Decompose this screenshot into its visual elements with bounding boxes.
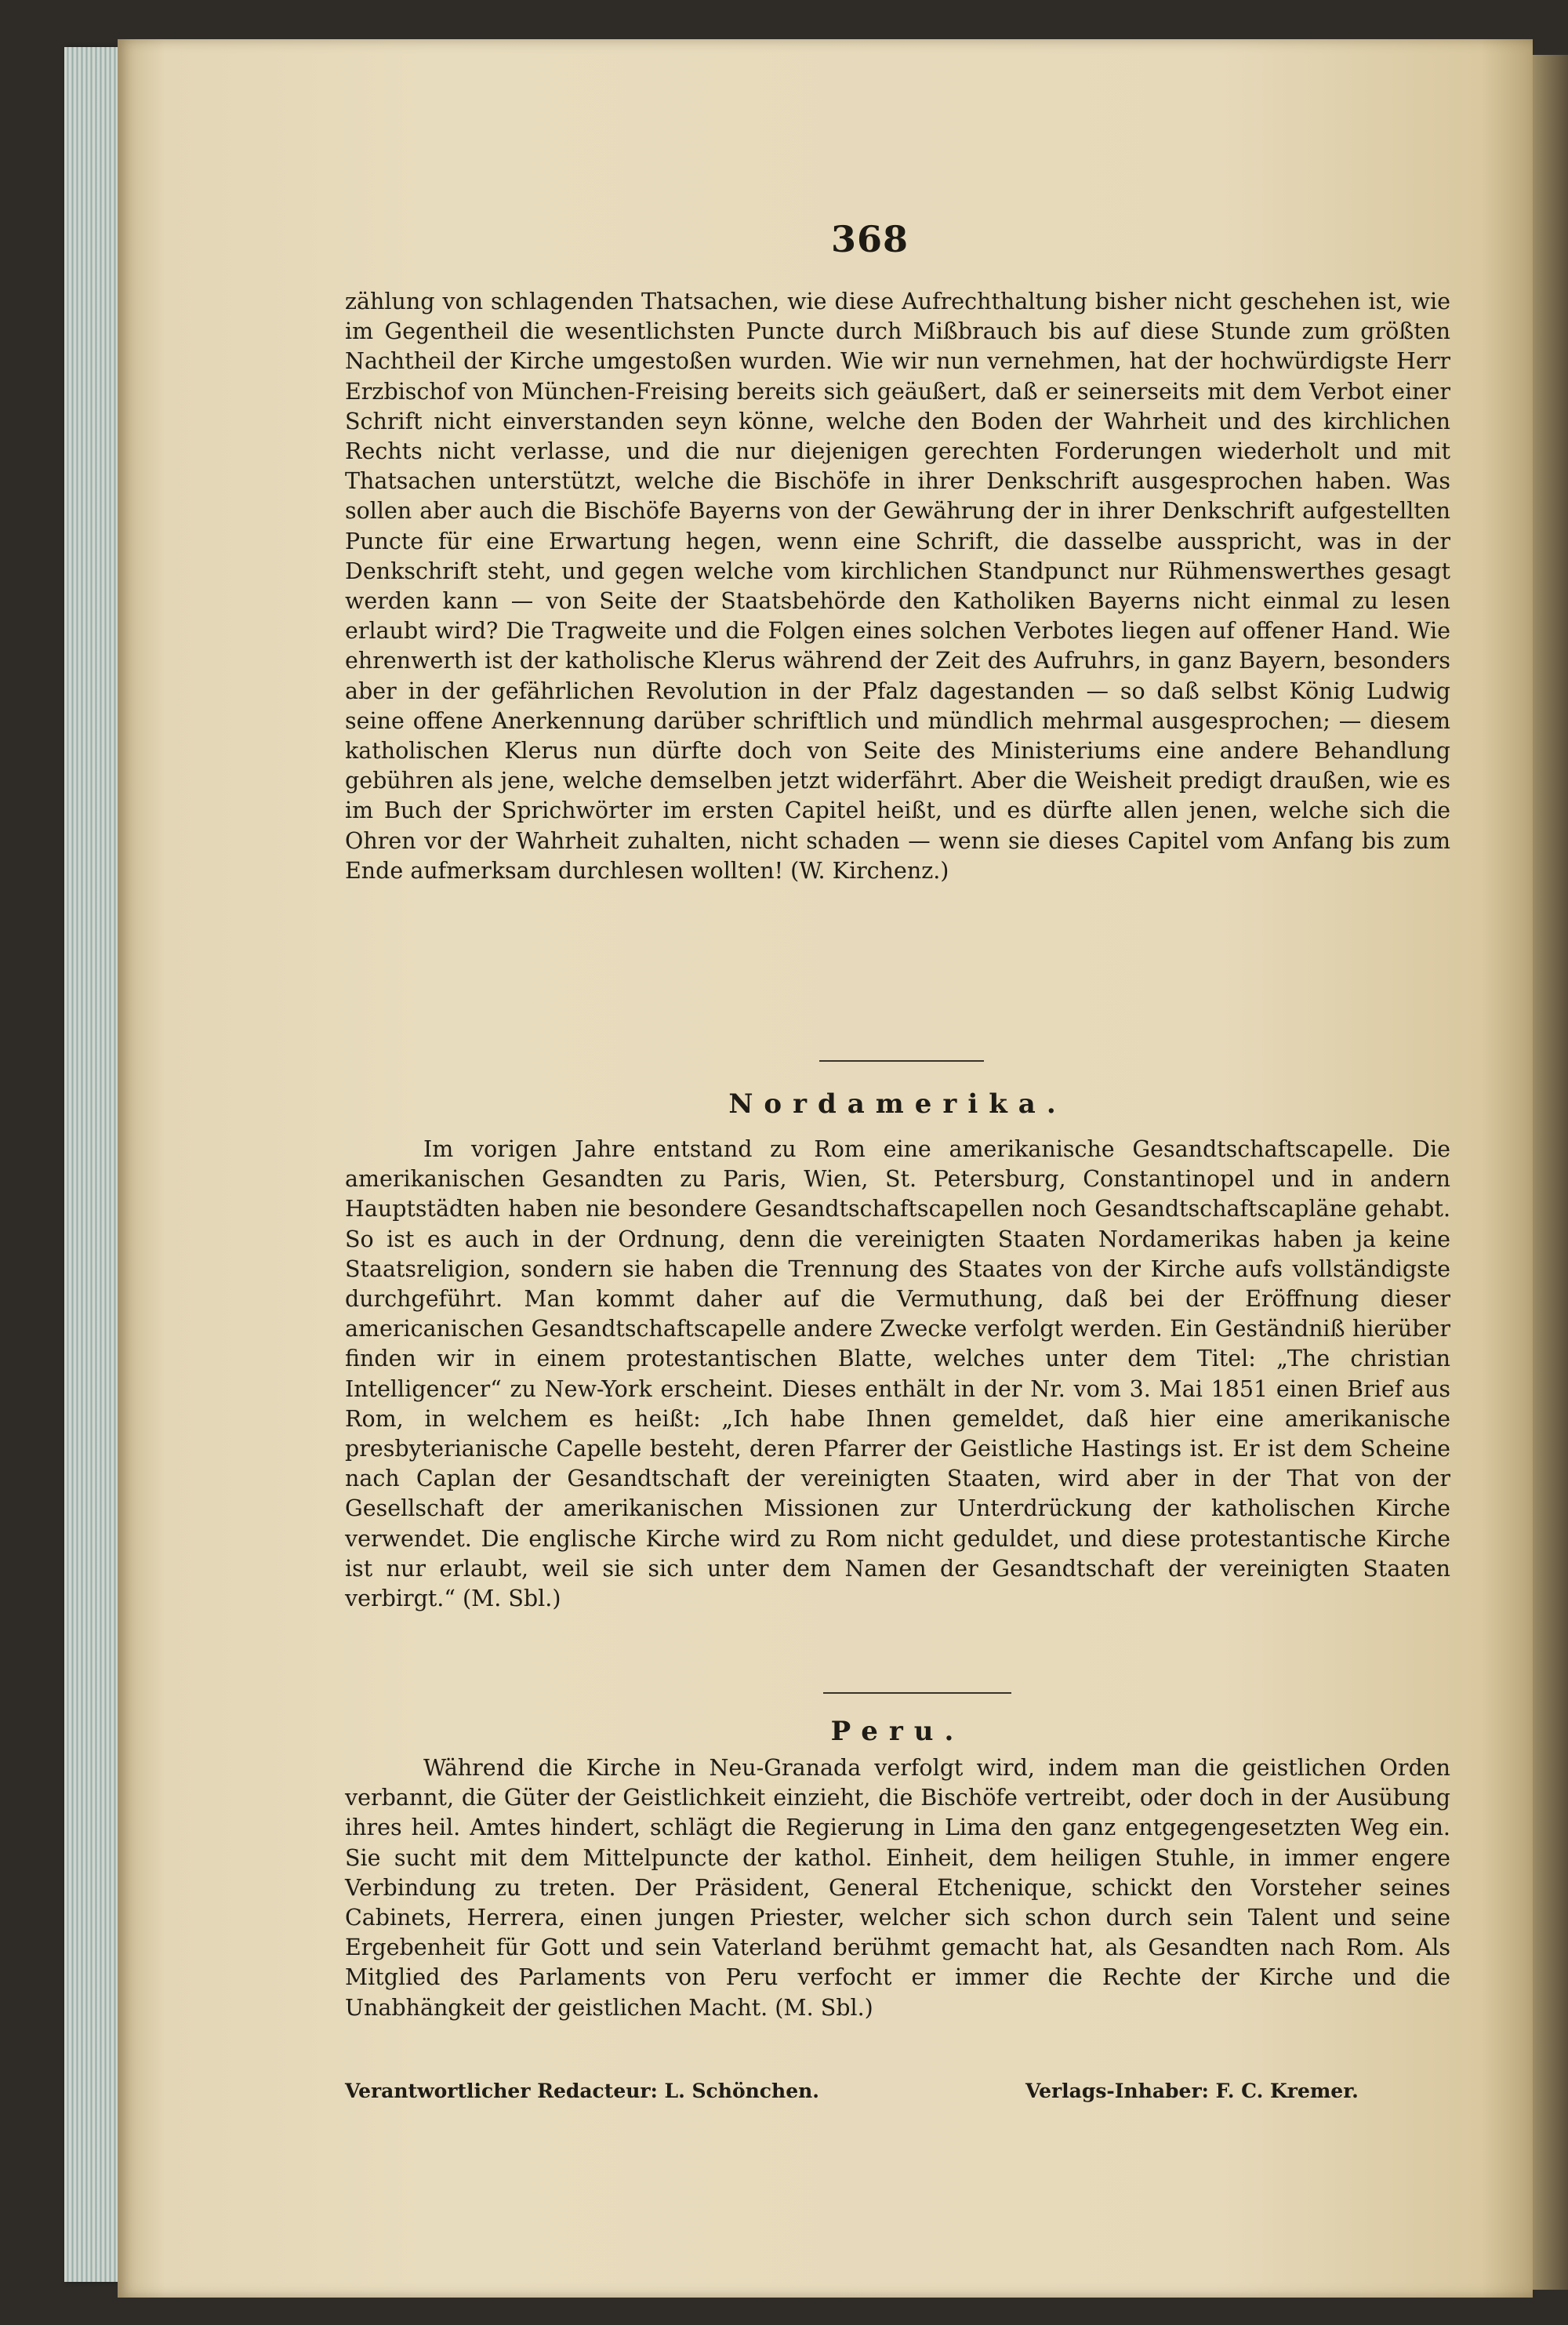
section-heading-peru: Peru.	[830, 1716, 965, 1747]
paragraph-text: Im vorigen Jahre entstand zu Rom eine amerikanische Gesandtschaftscapelle. Die amerikanischen Gesandten zu Paris, Wien, St. Petersburg, Constantinopel und in andern Hauptstädten haben nie besondere Gesandtschaftscapellen noch Gesandtschaftscapläne gehabt. So ist es auch in der Ordnung, denn die vereinigten Staaten Nordamerikas haben ja keine Staatsreligion, sondern sie haben die Trennung des Staates von der Kirche aufs vollständigste durchgeführt. Man kommt daher auf die Vermuthung, daß bei der Eröffnung dieser americanischen Gesandtschaftscapelle andere Zwecke verfolgt werden. Ein Geständniß hierüber finden wir in einem protestantischen Blatte, welches unter dem Titel: „The christian Intelligencer“ zu New-York erscheint. Dieses enthält in der Nr. vom 3. Mai 1851 einen Brief aus Rom, in welchem es heißt: „Ich habe Ihnen gemeldet, daß hier eine amerikanische presbyterianische Capelle besteht, deren Pfarrer der Geistliche Hastings ist. Er ist dem Scheine nach Caplan der Gesandtschaft der vereinigten Staaten, wird aber in der That von der Gesellschaft der amerikanischen Missionen zur Unterdrückung der katholischen Kirche verwendet. Die englische Kirche wird zu Rom nicht geduldet, und diese protestantische Kirche ist nur erlaubt, weil sie sich unter dem Namen der Gesandtschaft der vereinigten Staaten verbirgt.“ (M. Sbl.)	[345, 1136, 1450, 1612]
footer-editor: Verantwortlicher Redacteur: L. Schönchen.	[345, 2080, 819, 2102]
section-divider	[823, 1692, 1011, 1694]
book-fore-edge	[64, 47, 119, 2282]
article-continuation	[345, 287, 1450, 886]
paragraph-text: Während die Kirche in Neu-Granada verfolgt wird, indem man die geistlichen Orden verbannt, die Güter der Geistlichkeit einzieht, die Bischöfe vertreibt, oder doch in der Ausübung ihres heil. Amtes hindert, schlägt die Regierung in Lima den ganz entgegengesetzten Weg ein. Sie sucht mit dem Mittelpuncte der kathol. Einheit, dem heiligen Stuhle, in immer engere Verbindung zu treten. Der Präsident, General Etchenique, schickt den Vorsteher seines Cabinets, Herrera, einen jungen Priester, welcher sich schon durch sein Talent und seine Ergebenheit für Gott und sein Vaterland berühmt gemacht hat, als Gesandten nach Rom. Als Mitglied des Parlaments von Peru verfocht er immer die Rechte der Kirche und die Unabhängkeit der geistlichen Macht. (M. Sbl.)	[345, 1755, 1450, 2021]
book-right-edge	[1533, 55, 1568, 2290]
section-divider	[819, 1060, 984, 1062]
page-number: 368	[831, 218, 909, 260]
footer-publisher: Verlags-Inhaber: F. C. Kremer.	[1025, 2080, 1359, 2102]
section-heading-nordamerika: Nordamerika.	[728, 1088, 1067, 1120]
article-nordamerika	[345, 1135, 1450, 1614]
paragraph-text: zählung von schlagenden Thatsachen, wie diese Aufrechthaltung bisher nicht geschehen ist, wie im Gegentheil die wesentlichsten Puncte durch Mißbrauch bis auf diese Stunde zum größten Nachtheil der Kirche umgestoßen wurden. Wie wir nun vernehmen, hat der hochwürdigste Herr Erzbischof von München-Freising bereits sich geäußert, daß er seinerseits mit dem Verbot einer Schrift nicht einverstanden seyn könne, welche den Boden der Wahrheit und des kirchlichen Rechts nicht verlasse, und die nur diejenigen gerechten Forderungen wiederholt und mit Thatsachen unterstützt, welche die Bischöfe in ihrer Denkschrift ausgesprochen haben. Was sollen aber auch die Bischöfe Bayerns von der Gewährung der in ihrer Denkschrift aufgestellten Puncte für eine Erwartung hegen, wenn eine Schrift, die dasselbe ausspricht, was in der Denkschrift steht, und gegen welche vom kirchlichen Standpunct nur Rühmenswerthes gesagt werden kann — von Seite der Staatsbehörde den Katholiken Bayerns nicht einmal zu lesen erlaubt wird? Die Tragweite und die Folgen eines solchen Verbotes liegen auf offener Hand. Wie ehrenwerth ist der katholische Klerus während der Zeit des Aufruhrs, in ganz Bayern, besonders aber in der gefährlichen Revolution in der Pfalz dagestanden — so daß selbst König Ludwig seine offene Anerkennung darüber schriftlich und mündlich mehrmal ausgesprochen; — diesem katholischen Klerus nun dürfte doch von Seite des Ministeriums eine andere Behandlung gebühren als jene, welche demselben jetzt widerfährt. Aber die Weisheit predigt draußen, wie es im Buch der Sprichwörter im ersten Capitel heißt, und es dürfte allen jenen, welche sich die Ohren vor der Wahrheit zuhalten, nicht schaden — wenn sie dieses Capitel vom Anfang bis zum Ende aufmerksam durchlesen wollten! (W. Kirchenz.)	[345, 289, 1450, 884]
article-peru	[345, 1753, 1450, 2023]
